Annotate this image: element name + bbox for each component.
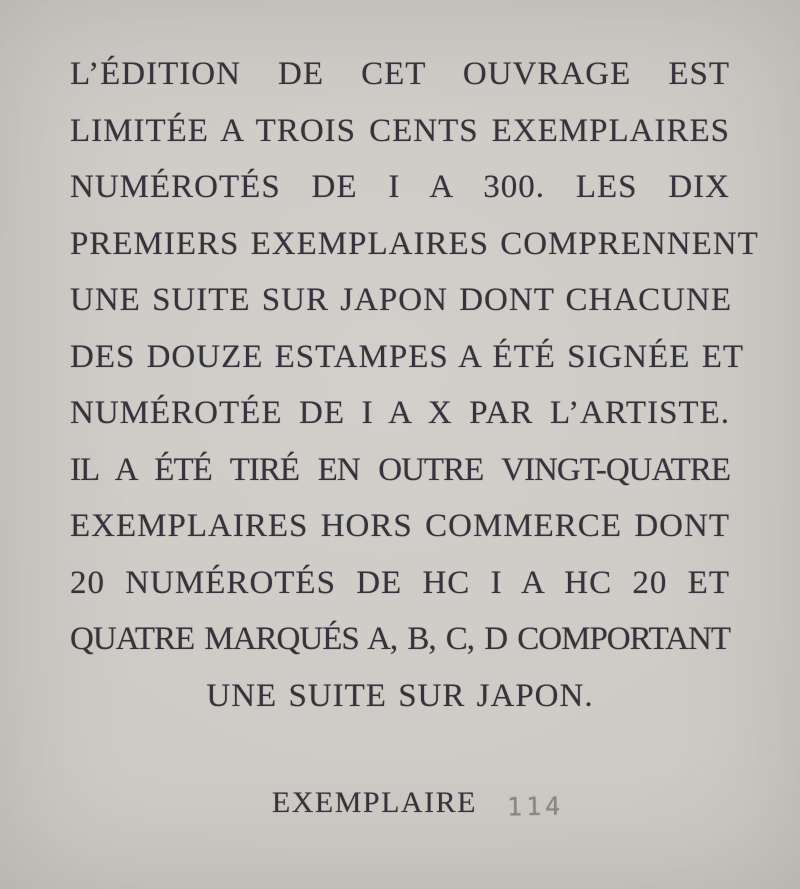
copy-number-line: [88, 786, 748, 820]
colophon-line: IL A ÉTÉ TIRÉ EN OUTRE VINGT-QUATRE: [70, 451, 730, 488]
colophon-text-block: [70, 46, 759, 724]
colophon-line: DES DOUZE ESTAMPES A ÉTÉ SIGNÉE ET: [70, 338, 745, 375]
stamped-copy-number: 114: [506, 791, 565, 822]
colophon-line: LIMITÉE A TROIS CENTS EXEMPLAIRES: [70, 112, 730, 149]
colophon-line: NUMÉROTÉS DE I A 300. LES DIX: [70, 169, 730, 205]
colophon-line: QUATRE MARQUÉS A, B, C, D COMPORTANT: [70, 621, 730, 657]
colophon-line: EXEMPLAIRES HORS COMMERCE DONT: [70, 508, 730, 544]
colophon-line: 20 NUMÉROTÉS DE HC I A HC 20 ET: [70, 564, 730, 601]
colophon-line: NUMÉROTÉE DE I A X PAR L’ARTISTE.: [70, 395, 730, 431]
colophon-line: L’ÉDITION DE CET OUVRAGE EST: [70, 56, 730, 92]
exemplaire-label: EXEMPLAIRE: [271, 786, 477, 819]
colophon-line: PREMIERS EXEMPLAIRES COMPRENNENT: [70, 225, 759, 262]
colophon-line-last: UNE SUITE SUR JAPON.: [206, 677, 594, 714]
colophon-line: UNE SUITE SUR JAPON DONT CHACUNE: [70, 282, 733, 318]
